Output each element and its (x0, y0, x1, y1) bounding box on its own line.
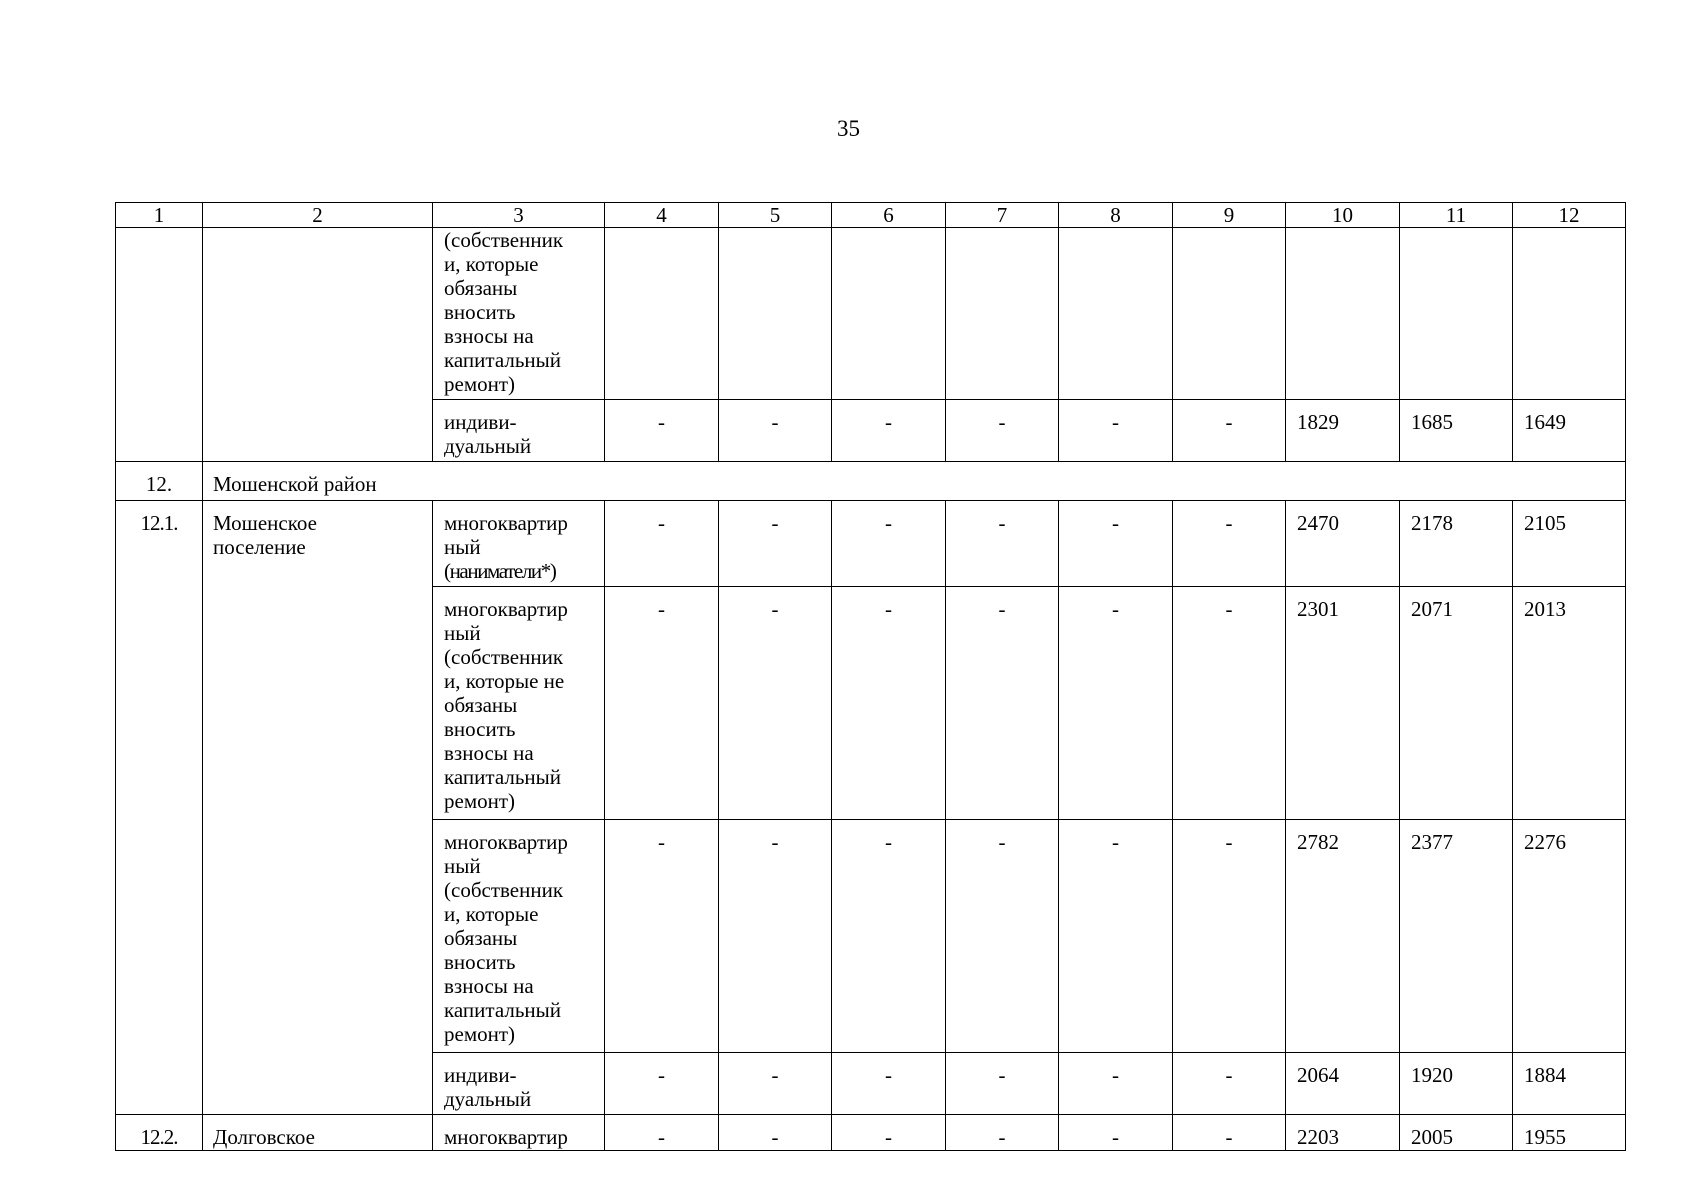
value-cell: - (605, 400, 719, 462)
value-cell: - (1173, 587, 1286, 820)
value-cell: 2377 (1400, 820, 1513, 1053)
header-cell: 7 (946, 203, 1059, 228)
housing-type-cell: многоквартир ный (наниматели*) (433, 501, 605, 587)
header-cell: 5 (719, 203, 832, 228)
value-cell: - (1059, 400, 1173, 462)
header-cell: 12 (1513, 203, 1626, 228)
value-cell: - (719, 820, 832, 1053)
value-cell: 2276 (1513, 820, 1626, 1053)
value-cell: - (719, 501, 832, 587)
header-cell: 4 (605, 203, 719, 228)
value-cell: - (719, 400, 832, 462)
value-cell: 1829 (1286, 400, 1400, 462)
value-cell: - (605, 1115, 719, 1151)
value-cell: 2105 (1513, 501, 1626, 587)
value-cell: - (946, 1053, 1059, 1115)
row-number-cell: 12.2. (116, 1115, 203, 1151)
value-cell: - (832, 1115, 946, 1151)
value-cell (1286, 228, 1400, 400)
value-cell: - (1173, 400, 1286, 462)
section-number: 12. (116, 462, 203, 501)
value-cell: 1649 (1513, 400, 1626, 462)
value-cell: - (832, 400, 946, 462)
value-cell (946, 228, 1059, 400)
value-cell: - (719, 1053, 832, 1115)
page-number: 35 (837, 116, 860, 141)
value-cell: - (832, 820, 946, 1053)
table-row (116, 228, 1626, 400)
header-cell: 11 (1400, 203, 1513, 228)
value-cell (1400, 228, 1513, 400)
value-cell (1059, 228, 1173, 400)
value-cell: 2178 (1400, 501, 1513, 587)
section-title: Мошенской район (203, 462, 1626, 501)
header-cell: 6 (832, 203, 946, 228)
value-cell: 1955 (1513, 1115, 1626, 1151)
value-cell: - (605, 820, 719, 1053)
housing-type-cell: индиви- дуальный (433, 1053, 605, 1115)
value-cell (605, 228, 719, 400)
value-cell: 2203 (1286, 1115, 1400, 1151)
value-cell: 2005 (1400, 1115, 1513, 1151)
value-cell: - (1173, 501, 1286, 587)
value-cell: 2064 (1286, 1053, 1400, 1115)
value-cell: - (832, 501, 946, 587)
value-cell: - (1059, 587, 1173, 820)
housing-type-cell: многоквартир ный (собственник и, которые не обязаны вносить взносы на капитальный ремонт) (433, 587, 605, 820)
value-cell: - (832, 587, 946, 820)
header-cell: 8 (1059, 203, 1173, 228)
value-cell: - (719, 1115, 832, 1151)
value-cell: - (832, 1053, 946, 1115)
settlement-name-cell: Мошенское поселение (203, 501, 433, 1115)
value-cell: - (605, 587, 719, 820)
value-cell: - (1173, 1115, 1286, 1151)
value-cell: 2782 (1286, 820, 1400, 1053)
value-cell: - (946, 820, 1059, 1053)
settlement-name-cell: Долговское (203, 1115, 433, 1151)
value-cell: - (1059, 820, 1173, 1053)
header-cell: 2 (203, 203, 433, 228)
value-cell: - (1173, 820, 1286, 1053)
value-cell (719, 228, 832, 400)
header-cell: 1 (116, 203, 203, 228)
header-cell: 3 (433, 203, 605, 228)
value-cell (1513, 228, 1626, 400)
row-number-cell (116, 228, 203, 462)
housing-type-cell: индиви- дуальный (433, 400, 605, 462)
value-cell: - (1059, 1115, 1173, 1151)
value-cell: - (1059, 1053, 1173, 1115)
value-cell: 1685 (1400, 400, 1513, 462)
value-cell: - (946, 1115, 1059, 1151)
value-cell: - (946, 587, 1059, 820)
value-cell: 2013 (1513, 587, 1626, 820)
table-row (116, 501, 1626, 587)
table-header-row (116, 203, 1626, 228)
value-cell: - (946, 400, 1059, 462)
table-row (116, 1115, 1626, 1151)
value-cell: - (719, 587, 832, 820)
value-cell: 2071 (1400, 587, 1513, 820)
settlement-name-cell (203, 228, 433, 462)
housing-type-cell: (собственник и, которые обязаны вносить взносы на капитальный ремонт) (433, 228, 605, 400)
value-cell: - (946, 501, 1059, 587)
header-cell: 10 (1286, 203, 1400, 228)
value-cell: - (1059, 501, 1173, 587)
tariff-table (115, 202, 1626, 1151)
value-cell: 2301 (1286, 587, 1400, 820)
housing-type-cell: многоквартир ный (собственник и, которые обязаны вносить взносы на капитальный ремонт) (433, 820, 605, 1053)
value-cell: 1920 (1400, 1053, 1513, 1115)
value-cell: 1884 (1513, 1053, 1626, 1115)
header-cell: 9 (1173, 203, 1286, 228)
value-cell (1173, 228, 1286, 400)
value-cell: - (605, 1053, 719, 1115)
value-cell (832, 228, 946, 400)
value-cell: - (1173, 1053, 1286, 1115)
housing-type-cell: многоквартир (433, 1115, 605, 1151)
value-cell: 2470 (1286, 501, 1400, 587)
value-cell: - (605, 501, 719, 587)
section-row (116, 462, 1626, 501)
row-number-cell: 12.1. (116, 501, 203, 1115)
